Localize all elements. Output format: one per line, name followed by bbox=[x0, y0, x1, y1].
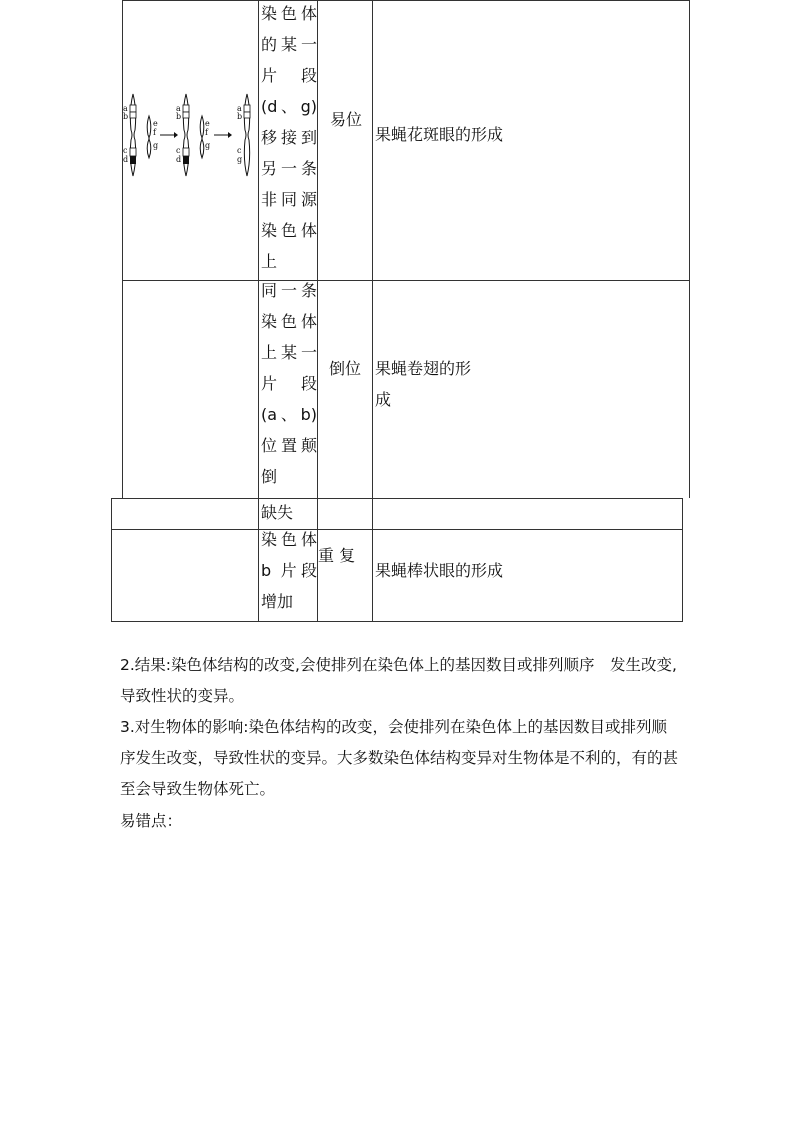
svg-text:e: e bbox=[205, 119, 210, 128]
table-border bbox=[111, 498, 683, 499]
row4-example: 果蝇棒状眼的形成 bbox=[375, 561, 504, 580]
svg-text:g: g bbox=[205, 141, 211, 150]
svg-text:f: f bbox=[205, 128, 208, 137]
svg-text:c: c bbox=[176, 146, 181, 155]
row1-description: 染色体的某一片段(d、g)移接到另一条非同源染色体 上 bbox=[261, 4, 317, 271]
table-border bbox=[317, 0, 318, 498]
svg-text:e: e bbox=[153, 119, 158, 128]
table-border bbox=[258, 498, 259, 622]
chromosome-4 bbox=[200, 116, 210, 158]
row4-description: 染色体 b 片段增加 bbox=[261, 530, 317, 611]
table-border bbox=[111, 498, 112, 622]
svg-text:a: a bbox=[123, 104, 128, 113]
row1-type: 易位 bbox=[330, 110, 363, 129]
chromosome-5 bbox=[237, 94, 250, 176]
table-border bbox=[111, 529, 683, 530]
svg-text:c: c bbox=[123, 146, 128, 155]
row2-type: 倒位 bbox=[329, 359, 362, 378]
svg-text:b: b bbox=[123, 112, 129, 121]
row3-description: 缺失 bbox=[261, 503, 294, 522]
table-border bbox=[122, 0, 690, 1]
chromosome-1 bbox=[123, 94, 136, 176]
svg-text:g: g bbox=[237, 155, 243, 164]
error-prone-heading: 易错点： bbox=[120, 812, 183, 830]
table-border bbox=[111, 621, 683, 622]
svg-text:d: d bbox=[176, 155, 182, 164]
row2-example: 果蝇卷翅的形 成 bbox=[375, 359, 472, 409]
impact-paragraph: 3.对生物体的影响:染色体结构的改变，会使排列在染色体上的基因数目或排列顺序发生改变，导致性状的变异。大多数染色体结构变异对生物体是不利的，有的甚至会导致生物体死亡。 bbox=[120, 718, 679, 798]
svg-text:b: b bbox=[237, 112, 243, 121]
row2-description: 同一条染色体上某一片段(a、b)位置颠 倒 bbox=[261, 281, 317, 486]
translocation-diagram bbox=[122, 90, 258, 185]
svg-text:b: b bbox=[176, 112, 182, 121]
table-border bbox=[682, 498, 683, 622]
row1-example: 果蝇花斑眼的形成 bbox=[375, 125, 504, 144]
svg-text:a: a bbox=[176, 104, 181, 113]
table-border bbox=[122, 280, 690, 281]
table-border bbox=[372, 0, 373, 498]
chromosome-2 bbox=[147, 116, 158, 158]
svg-text:a: a bbox=[237, 104, 242, 113]
svg-text:c: c bbox=[237, 146, 242, 155]
row4-type: 重 复 bbox=[318, 546, 356, 565]
table-border bbox=[258, 0, 259, 498]
result-paragraph: 2.结果:染色体结构的改变,会使排列在染色体上的基因数目或排列顺序 发生改变,导致性状的变异。 bbox=[120, 656, 677, 705]
svg-text:f: f bbox=[153, 128, 156, 137]
table-border bbox=[122, 0, 123, 498]
svg-text:g: g bbox=[153, 141, 159, 150]
table-border bbox=[689, 0, 690, 498]
svg-text:d: d bbox=[123, 155, 129, 164]
